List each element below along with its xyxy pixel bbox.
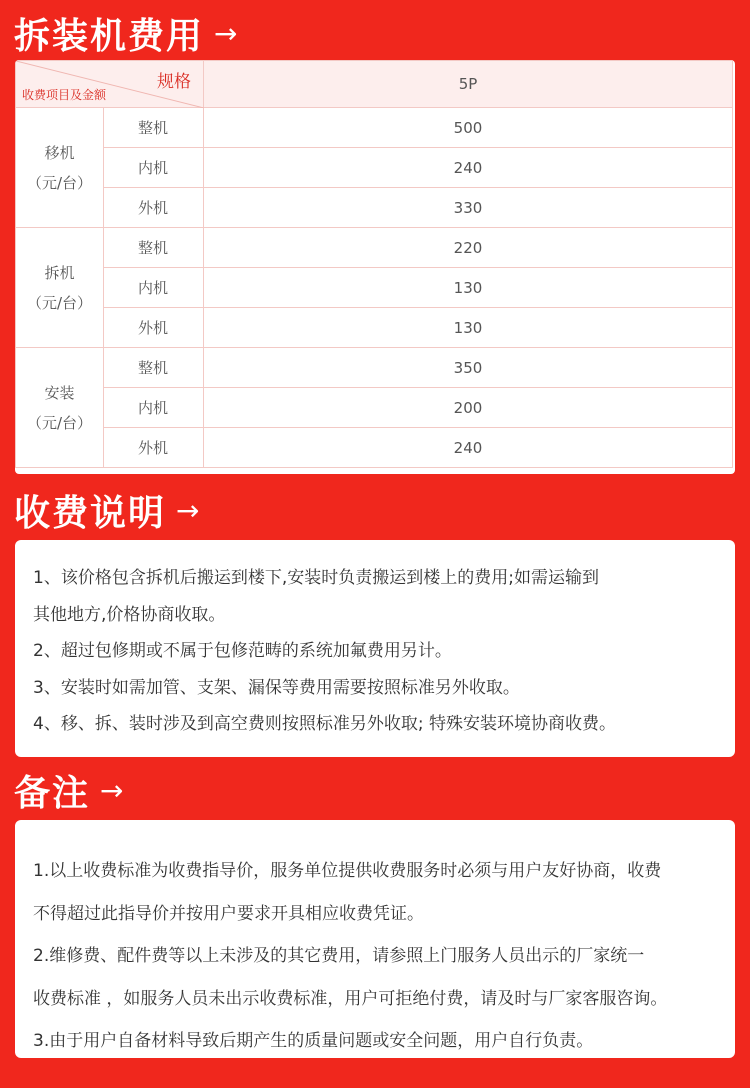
item-cell: 内机 [104,388,204,428]
value-cell: 130 [204,268,733,308]
desc-section-title [14,485,201,536]
table-row [16,308,733,348]
value-cell: 240 [204,428,733,468]
fee-title-text: 拆装机费用 [14,16,205,57]
table-row [16,188,733,228]
note-line: 不得超过此指导价并按用户要求开具相应收费凭证。 [33,903,424,924]
note-line: 收费标准 ，如服务人员未出示收费标准，用户可拒绝付费，请及时与厂家客服咨询。 [33,988,668,1009]
category-install [16,348,104,468]
item-cell: 外机 [104,308,204,348]
arrow-right-icon: → [100,774,126,807]
value-cell: 130 [204,308,733,348]
table-row [16,268,733,308]
value-cell: 240 [204,148,733,188]
category-unit: （元/台） [26,293,93,312]
note-line: 1.以上收费标准为收费指导价，服务单位提供收费服务时必须与用户友好协商，收费 [33,861,662,881]
note-line: 3.由于用户自备材料导致后期产生的质量问题或安全问题，用户自行负责。 [33,1031,594,1051]
note-line: 2.维修费、配件费等以上未涉及的其它费用，请参照上门服务人员出示的厂家统一 [33,946,645,966]
fee-table-card [15,60,735,474]
category-unit: （元/台） [26,413,93,432]
item-cell: 外机 [104,428,204,468]
item-cell: 外机 [104,188,204,228]
category-unit: （元/台） [26,173,93,192]
table-row [16,388,733,428]
spec-label: 规格 [157,72,191,92]
category-label: 移机 [44,143,75,162]
item-cell: 整机 [104,108,204,148]
table-row [16,228,733,268]
table-row [16,108,733,148]
desc-title-text: 收费说明 [14,493,167,534]
category-move [16,108,104,228]
desc-line: 4、移、拆、装时涉及到高空费则按照标准另外收取; 特殊安装环境协商收费。 [33,714,616,734]
item-amount-label: 收费项目及金额 [22,88,107,102]
note-section-title [14,765,125,816]
desc-line: 1、该价格包含拆机后搬运到楼下,安装时负责搬运到楼上的费用;如需运输到 [33,568,599,588]
table-row [16,148,733,188]
value-cell: 330 [204,188,733,228]
fee-section-title [14,8,239,59]
item-cell: 内机 [104,148,204,188]
table-row [16,428,733,468]
note-title-text: 备注 [14,773,91,814]
category-remove [16,228,104,348]
desc-line: 2、超过包修期或不属于包修范畴的系统加氟费用另计。 [33,641,452,661]
value-cell: 220 [204,228,733,268]
notes-card [15,820,735,1058]
category-label: 安装 [44,383,75,402]
column-header-5p: 5P [204,61,733,108]
desc-line: 其他地方,价格协商收取。 [33,604,226,625]
fee-description-card [15,540,735,757]
item-cell: 整机 [104,228,204,268]
value-cell: 500 [204,108,733,148]
value-cell: 350 [204,348,733,388]
value-cell: 200 [204,388,733,428]
item-cell: 整机 [104,348,204,388]
arrow-right-icon: → [176,494,202,527]
arrow-right-icon: → [214,17,240,50]
table-row [16,348,733,388]
category-label: 拆机 [44,263,75,282]
table-header-corner [16,61,204,108]
item-cell: 内机 [104,268,204,308]
desc-line: 3、安装时如需加管、支架、漏保等费用需要按照标准另外收取。 [33,677,520,698]
fee-table [15,60,733,468]
